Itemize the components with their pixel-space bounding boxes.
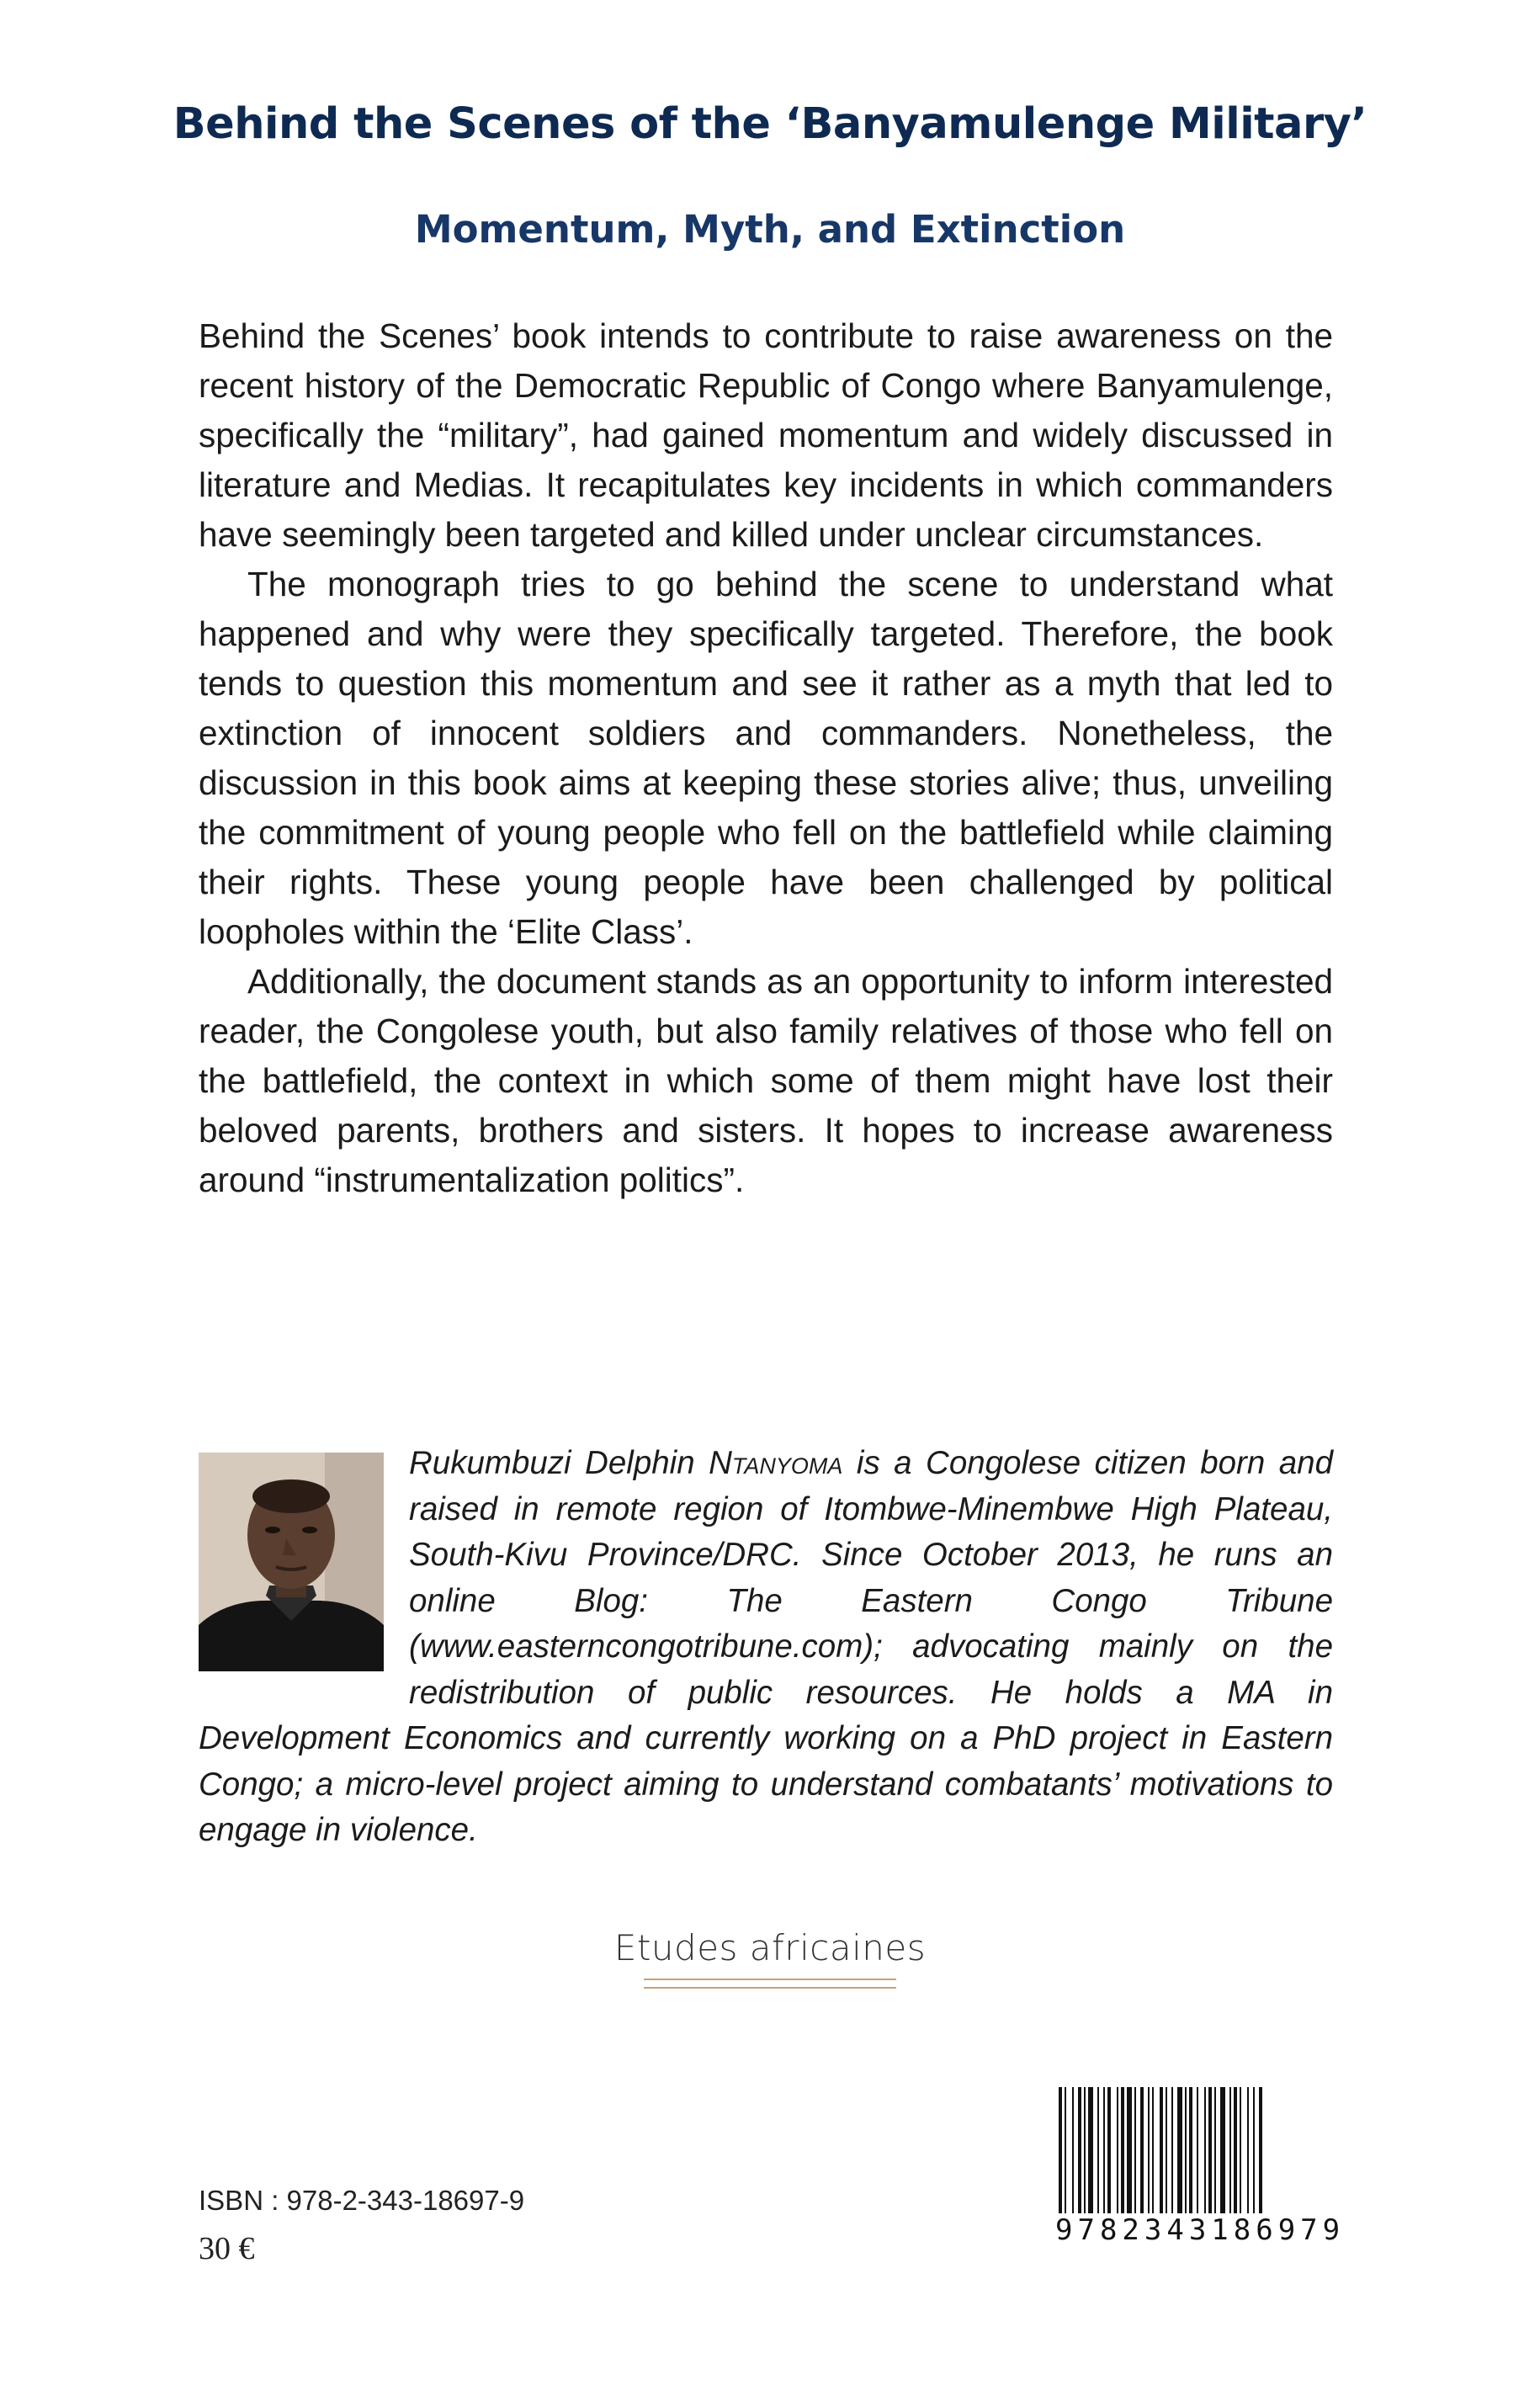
barcode-bar [1140,2087,1144,2213]
barcode-bar [1107,2087,1111,2213]
barcode-bar [1166,2087,1167,2213]
barcode-bar [1208,2087,1212,2213]
blurb-paragraph-3: Additionally, the document stands as an opportunity to inform interested reader, the Congolese youth, but also family relatives of those who fell on the battlefield, the context in which some of them might have lost their beloved parents, brothers and sisters. It hopes to increase awareness around “instrumentalization politics”. [199,962,1333,1199]
blurb-paragraph-1: Behind the Scenes’ book intends to contribute to raise awareness on the recent history of the Democratic Republic of Congo where Banyamulenge, specifically the “military”, had gained momentum and widely discussed in literature and Medias. It recapitulates key incidents in which commanders have seemingly been targeted and killed under unclear circumstances. [199,316,1333,554]
author-given-names: Rukumbuzi Delphin [409,1445,695,1481]
barcode-bar [1088,2087,1093,2213]
barcode-bar [1214,2087,1216,2213]
barcode-bar [1059,2087,1062,2213]
barcode-bar [1177,2087,1182,2213]
price: 30 € [199,2231,255,2266]
author-surname: Ntanyoma [709,1445,843,1481]
blurb-paragraph-2: The monograph tries to go behind the scene to understand what happened and why were they specifically targeted. Therefore, the book tends to question this momentum and see it rather as a myth that led to extinction of innocent soldiers and commanders. Nonetheless, the discussion in this book aims at keeping these stories alive; thus, unveiling the commitment of young people who fell on the battlefield while claiming their rights. These young people have been challenged by political loopholes within the ‘Elite Class’. [199,565,1333,951]
book-title: Behind the Scenes of the ‘Banyamulenge Military’ [173,99,1367,149]
barcode-bar [1065,2087,1066,2213]
barcode-bar [1247,2087,1249,2213]
barcode-bar [1185,2087,1187,2213]
barcode-bar [1253,2087,1255,2213]
barcode-bar [1103,2087,1105,2213]
barcode-bar [1229,2087,1231,2213]
barcode-bar [1148,2087,1150,2213]
barcode-bar [1084,2087,1086,2213]
author-bio-text: is a Congolese citizen born and raised in remote region of Itombwe-Minembwe High Plateau, South-Kivu Province/DRC. Since October 2013, he runs an online Blog: The Eastern Congo Tribune (www.easterncongotribune.com); advocating mainly on the redistribution of public resources. He holds a MA in Development Economics and currently working on a PhD project in Eastern Congo; a micro-level project aiming to understand combatants’ motivations to engage in violence. [199,1445,1333,1848]
barcode-bar [1078,2087,1081,2213]
barcode-bar [1160,2087,1163,2213]
barcode-bar [1152,2087,1154,2213]
barcode-bar [1072,2087,1074,2213]
barcode-bar [1259,2087,1262,2213]
series-rule [644,1979,896,1989]
barcode-bar [1127,2087,1132,2213]
isbn: ISBN : 978-2-343-18697-9 [199,2185,525,2216]
book-subtitle: Momentum, Myth, and Extinction [414,207,1126,252]
barcode-bar [1240,2087,1241,2213]
back-cover-blurb [199,311,1333,1205]
barcode-bar [1220,2087,1225,2213]
barcode-bar [1189,2087,1192,2213]
barcode-number: 9782343186979 [1055,2213,1346,2247]
barcode-bar [1197,2087,1198,2213]
barcode-bar [1234,2087,1237,2213]
barcode-bar [1204,2087,1206,2213]
barcode-bar [1097,2087,1099,2213]
barcode-bar [1134,2087,1136,2213]
barcode-bar [1171,2087,1173,2213]
author-photo [199,1453,384,1671]
barcode-bar [1121,2087,1124,2213]
series-mark [0,1927,1540,1989]
series-label: Etudes africaines [613,1927,927,1968]
author-bio [199,1441,1333,1854]
barcode-bar [1117,2087,1118,2213]
